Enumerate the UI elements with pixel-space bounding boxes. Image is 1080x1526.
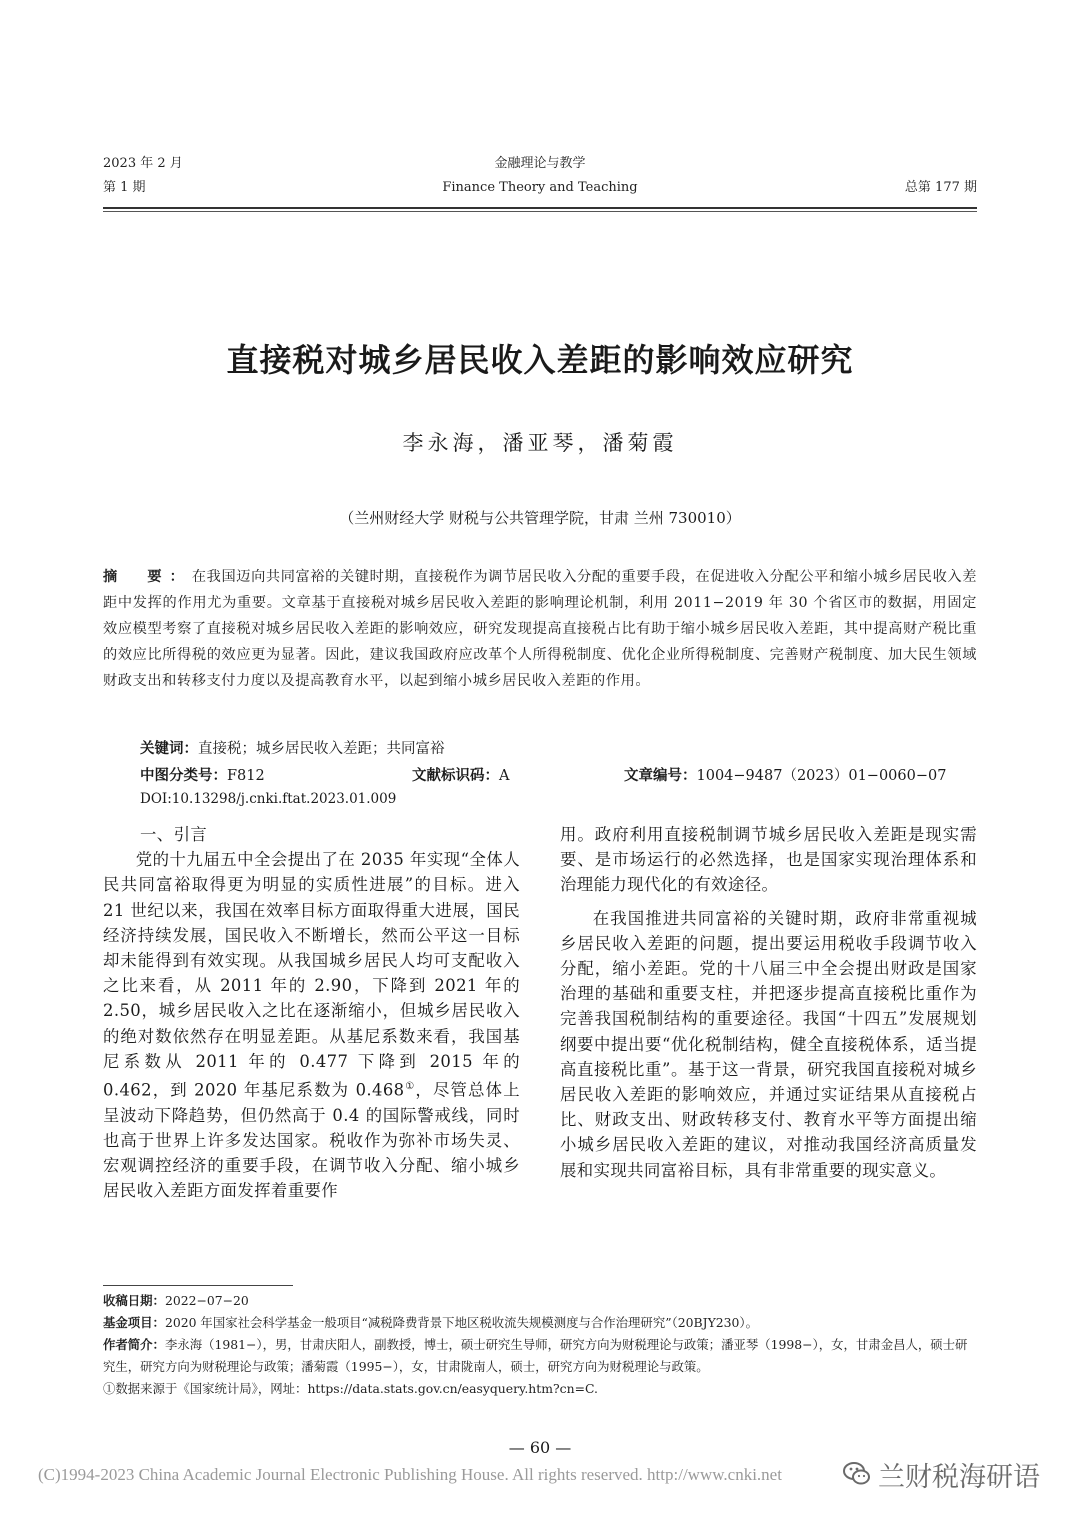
body-left-column <box>103 822 520 1204</box>
received-label: 收稿日期： <box>103 1293 165 1308</box>
footnote-mark: ① <box>404 1081 416 1093</box>
wechat-icon <box>842 1459 872 1489</box>
page-number: — 60 — <box>508 1438 572 1457</box>
intro-text-cont: ，尽管总体上呈波动下降趋势，但仍然高于 0.4 的国际警戒线，同时也高于世界上许多发达国家。税收作为弥补市场失灵、宏观调控经济的重要手段，在调节收入分配、缩小城乡居民收入差距方面发挥着重要作 <box>103 1080 520 1201</box>
watermark <box>842 1456 1040 1492</box>
author-bio-value: 李永海（1981−），男，甘肃庆阳人，副教授，博士，硕士研究生导师，研究方向为财税理论与政策；潘亚琴（1998−），女，甘肃金昌人，硕士研究生，研究方向为财税理论与政策；潘菊霞（1995−），女，甘肃陇南人，硕士，研究方向为财税理论与政策。 <box>103 1337 968 1374</box>
author-bio-label: 作者简介： <box>103 1337 165 1352</box>
clc-label: 中图分类号： <box>140 767 227 784</box>
footnote-1: ①数据来源于《国家统计局》，网址：https://data.stats.gov.cn/easyquery.htm?cn=C. <box>103 1381 598 1396</box>
paper-authors: 李永海，潘亚琴，潘菊霞 <box>402 431 678 455</box>
header-total-issue: 总第 177 期 <box>904 180 977 195</box>
abstract-label: 摘 要： <box>103 569 192 585</box>
header-date: 2023 年 2 月 <box>103 156 183 171</box>
section-heading: 一、引言 <box>140 825 208 844</box>
paper-affiliation: （兰州财经大学 财税与公共管理学院，甘肃 兰州 730010） <box>339 509 741 527</box>
header-rule-thin <box>103 211 977 212</box>
doi: DOI:10.13298/j.cnki.ftat.2023.01.009 <box>140 791 397 807</box>
doc-value: A <box>499 768 510 784</box>
abstract <box>103 564 977 694</box>
footnote-rule <box>103 1285 293 1286</box>
header-rule <box>103 207 977 209</box>
copyright-notice: (C)1994-2023 China Academic Journal Electronic Publishing House. All rights reserved. http://www.cnki.net <box>38 1465 782 1484</box>
article-number <box>624 764 946 785</box>
body-right-column <box>560 822 977 1183</box>
journal-name-cn: 金融理论与教学 <box>494 156 586 171</box>
author-bio <box>103 1334 977 1378</box>
keywords <box>140 737 445 758</box>
header-left <box>103 152 183 200</box>
received-date <box>103 1290 977 1312</box>
keywords-text: 直接税；城乡居民收入差距；共同富裕 <box>198 741 445 757</box>
intro-text: 党的十九届五中全会提出了在 2035 年实现“全体人民共同富裕取得更为明显的实质性进展”的目标。进入 21 世纪以来，我国在效率目标方面取得重大进展，国民经济持续发展，国民收入不断增长，然而公平这一目标却未能得到有效实现。从我国城乡居民人均可支配收入之比来看，从 2011 年的 2.90，下降到 2021 年的 2.50，城乡居民收入之比在逐渐缩小，但城乡居民收入的绝对数依然存在明显差距。从基尼系数来看，我国基尼系数从 2011 年的 0.477 下降到 2015 年的 0.462，到 2020 年基尼系数为 0.468 <box>103 850 520 1100</box>
keywords-label: 关键词： <box>140 740 198 757</box>
fund-info <box>103 1312 977 1334</box>
abstract-text: 在我国迈向共同富裕的关键时期，直接税作为调节居民收入分配的重要手段，在促进收入分配公平和缩小城乡居民收入差距中发挥的作用尤为重要。文章基于直接税对城乡居民收入差距的影响理论机制，利用 2011−2019 年 30 个省区市的数据，用固定效应模型考察了直接税对城乡居民收入差距的影响效应，研究发现提高直接税占比有助于缩小城乡居民收入差距，其中提高财产税比重的效应比所得税的效应更为显著。因此，建议我国政府应改革个人所得税制度、优化企业所得税制度、完善财产税制度、加大民生领域财政支出和转移支付力度以及提高教育水平，以起到缩小城乡居民收入差距的作用。 <box>103 569 977 689</box>
intro-paragraph-cont: 用。政府利用直接税制调节城乡居民收入差距是现实需要、是市场运行的必然选择，也是国家实现治理体系和治理能力现代化的有效途径。 <box>560 825 977 895</box>
header-issue: 第 1 期 <box>103 180 146 195</box>
intro-paragraph <box>103 847 520 1203</box>
received-value: 2022−07−20 <box>164 1293 249 1308</box>
fund-value: 2020 年国家社会科学基金一般项目“减税降费背景下地区税收流失规模测度与合作治理研究”（20BJY230）。 <box>164 1315 758 1330</box>
doc-code <box>412 764 509 785</box>
clc-code <box>140 764 265 785</box>
article-label: 文章编号： <box>624 767 697 784</box>
paper-title: 直接税对城乡居民收入差距的影响效应研究 <box>226 341 854 379</box>
article-value: 1004−9487（2023）01−0060−07 <box>696 768 947 784</box>
journal-name-en: Finance Theory and Teaching <box>442 180 638 195</box>
clc-value: F812 <box>227 768 265 784</box>
footnotes <box>103 1290 977 1400</box>
header-center <box>340 152 740 200</box>
watermark-text: 兰财税海研语 <box>878 1461 1040 1493</box>
fund-label: 基金项目： <box>103 1315 165 1330</box>
background-paragraph: 在我国推进共同富裕的关键时期，政府非常重视城乡居民收入差距的问题，提出要运用税收手段调节收入分配，缩小差距。党的十八届三中全会提出财政是国家治理的基础和重要支柱，并把逐步提高直接税比重作为完善我国税制结构的重要途径。我国“十四五”发展规划纲要中提出要“优化税制结构，健全直接税体系，适当提高直接税比重”。基于这一背景，研究我国直接税对城乡居民收入差距的影响效应，并通过实证结果从直接税占比、财政支出、财政转移支付、教育水平等方面提出缩小城乡居民收入差距的建议，对推动我国经济高质量发展和实现共同富裕目标，具有非常重要的现实意义。 <box>560 908 977 1180</box>
doc-label: 文献标识码： <box>412 767 499 784</box>
